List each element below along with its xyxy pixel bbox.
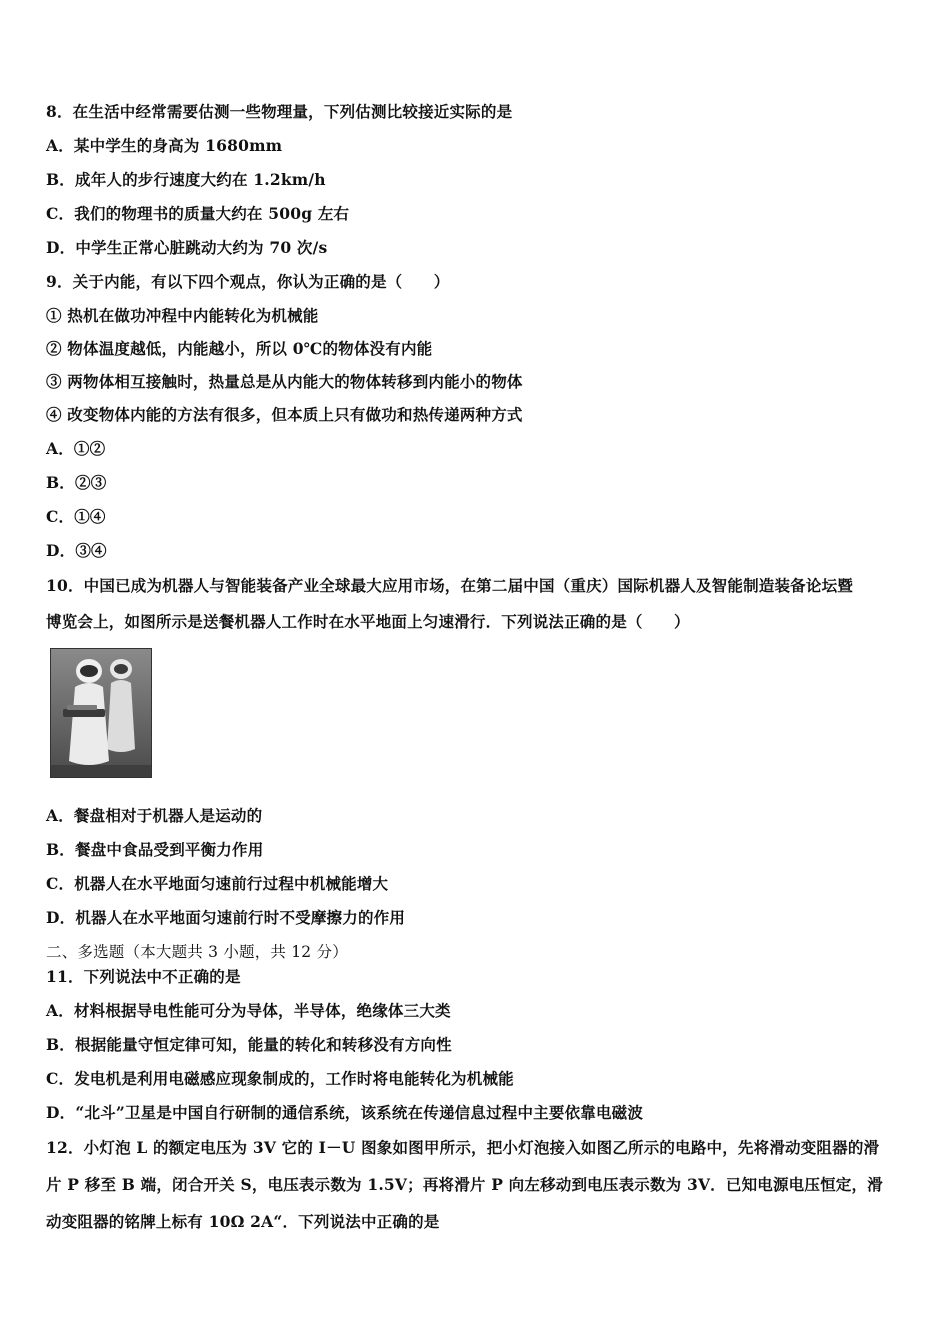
q9-option-a: A．①② <box>46 439 106 458</box>
q11-option-d: D．“北斗”卫星是中国自行研制的通信系统，该系统在传递信息过程中主要依靠电磁波 <box>46 1103 644 1122</box>
q8-option-b: B．成年人的步行速度大约在 1.2km/h <box>46 170 326 189</box>
q10-option-a: A．餐盘相对于机器人是运动的 <box>46 806 263 825</box>
q10-option-b: B．餐盘中食品受到平衡力作用 <box>46 840 264 859</box>
q9-statement-2: ② 物体温度越低，内能越小，所以 0℃的物体没有内能 <box>46 339 433 358</box>
q8-stem: 8．在生活中经常需要估测一些物理量，下列估测比较接近实际的是 <box>46 102 513 121</box>
robot-photo <box>50 648 152 778</box>
q9-option-b: B．②③ <box>46 473 107 492</box>
q10-stem-line2: 博览会上，如图所示是送餐机器人工作时在水平地面上匀速滑行．下列说法正确的是（ ） <box>46 612 690 631</box>
q10-option-c: C．机器人在水平地面匀速前行过程中机械能增大 <box>46 874 389 893</box>
q12-stem-line1: 12．小灯泡 L 的额定电压为 3V 它的 I－U 图象如图甲所示，把小灯泡接入如图乙所示的电路中，先将滑动变阻器的滑 <box>46 1138 880 1157</box>
robot-illustration <box>51 649 151 777</box>
q9-statement-3: ③ 两物体相互接触时，热量总是从内能大的物体转移到内能小的物体 <box>46 372 523 391</box>
q9-statement-4: ④ 改变物体内能的方法有很多，但本质上只有做功和热传递两种方式 <box>46 405 523 424</box>
q9-stem: 9．关于内能，有以下四个观点，你认为正确的是（ ） <box>46 272 450 291</box>
q8-option-c: C．我们的物理书的质量大约在 500g 左右 <box>46 204 350 223</box>
q11-option-a: A．材料根据导电性能可分为导体，半导体，绝缘体三大类 <box>46 1001 451 1020</box>
section-2-title: 二、多选题（本大题共 3 小题，共 12 分） <box>46 943 348 961</box>
q10-stem-line1: 10．中国已成为机器人与智能装备产业全球最大应用市场，在第二届中国（重庆）国际机器人及智能制造装备论坛暨 <box>46 576 853 595</box>
q8-option-a: A．某中学生的身高为 1680mm <box>46 136 283 155</box>
q11-stem: 11．下列说法中不正确的是 <box>46 967 241 986</box>
q10-option-d: D．机器人在水平地面匀速前行时不受摩擦力的作用 <box>46 908 406 927</box>
q11-option-c: C．发电机是利用电磁感应现象制成的，工作时将电能转化为机械能 <box>46 1069 514 1088</box>
q8-option-d: D．中学生正常心脏跳动大约为 70 次/s <box>46 238 328 257</box>
q12-stem-line3: 动变阻器的铭牌上标有 10Ω 2A“．下列说法中正确的是 <box>46 1212 440 1231</box>
q11-option-b: B．根据能量守恒定律可知，能量的转化和转移没有方向性 <box>46 1035 452 1054</box>
q9-option-c: C．①④ <box>46 507 106 526</box>
q12-stem-line2: 片 P 移至 B 端，闭合开关 S，电压表示数为 1.5V；再将滑片 P 向左移动到电压表示数为 3V．已知电源电压恒定，滑 <box>46 1175 883 1194</box>
q9-option-d: D．③④ <box>46 541 107 560</box>
q9-statement-1: ① 热机在做功冲程中内能转化为机械能 <box>46 306 319 325</box>
